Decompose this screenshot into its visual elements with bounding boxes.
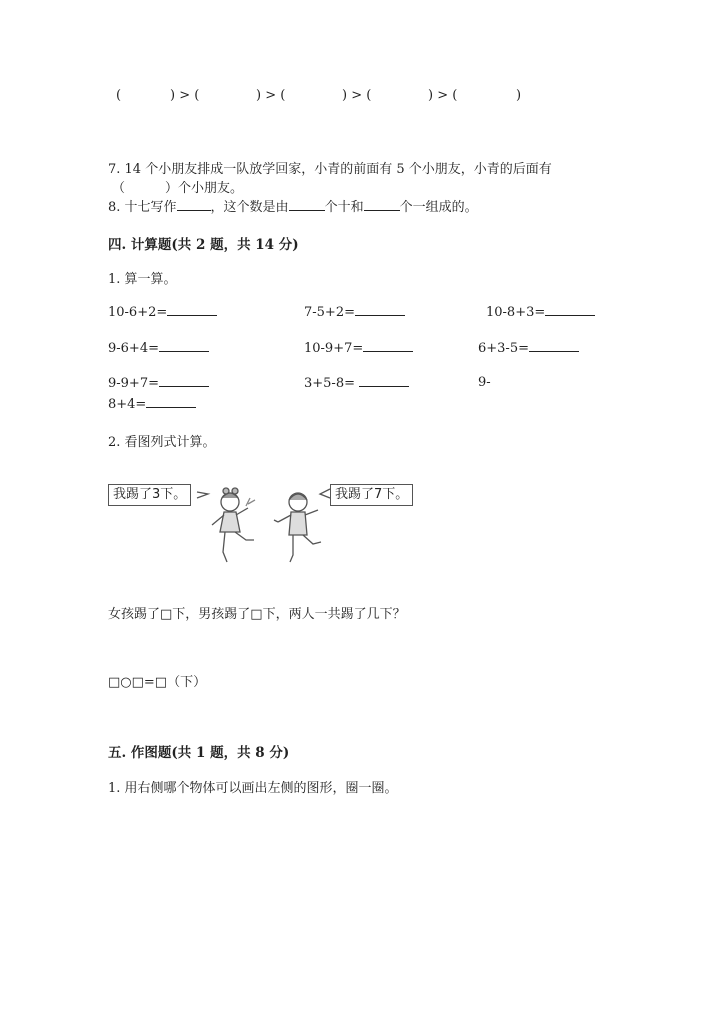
problem-9-part2	[108, 396, 196, 412]
order-paren-5: ) > (	[428, 88, 458, 103]
question-8-blank-2[interactable]	[289, 199, 325, 211]
boy-speech-bubble: 我踢了7下。	[330, 484, 413, 506]
problem-1-answer[interactable]	[167, 304, 217, 316]
section-4-q2-title: 2. 看图列式计算。	[108, 435, 216, 450]
bubble-tail-icon	[197, 489, 330, 498]
question-7-close-text: ）个小朋友。	[165, 181, 244, 196]
problem-8	[304, 375, 409, 391]
problem-7	[108, 375, 209, 391]
section-5-q1-title: 1. 用右侧哪个物体可以画出左侧的图形，圈一圈。	[108, 781, 398, 796]
problem-9-part1: 9-	[478, 375, 491, 390]
problem-7-expr: 9-9+7=	[108, 376, 159, 391]
problem-6-expr: 6+3-5=	[478, 341, 529, 356]
problem-5-answer[interactable]	[363, 340, 413, 352]
question-8	[108, 196, 478, 215]
question-7-line1: 7. 14 个小朋友排成一队放学回家，小青的前面有 5 个小朋友，小青的后面有	[108, 162, 552, 177]
problem-2-answer[interactable]	[355, 304, 405, 316]
problem-7-answer[interactable]	[159, 375, 209, 387]
problem-5	[304, 340, 413, 356]
section-4-title: 四. 计算题(共 2 题，共 14 分)	[108, 237, 299, 253]
question-8-blank-1[interactable]	[177, 199, 211, 211]
question-8-part2: ，这个数是由	[210, 200, 289, 215]
order-paren-2: ) > (	[170, 88, 200, 103]
kids-kicking-illustration	[180, 480, 450, 580]
order-paren-6: )	[516, 88, 522, 103]
question-7-line2	[112, 177, 243, 196]
section-5-title: 五. 作图题(共 1 题，共 8 分)	[108, 745, 290, 761]
problem-6	[478, 340, 579, 356]
problem-5-expr: 10-9+7=	[304, 341, 364, 356]
problem-3-expr: 10-8+3=	[486, 305, 546, 320]
problem-9-expr-cont: 8+4=	[108, 397, 147, 412]
order-paren-4: ) > (	[342, 88, 372, 103]
problem-8-expr: 3+5-8=	[304, 376, 360, 391]
question-8-part3: 个十和	[324, 200, 364, 215]
section-4-q1-title: 1. 算一算。	[108, 272, 177, 287]
girl-figure-icon	[212, 488, 255, 562]
problem-8-answer[interactable]	[359, 375, 409, 387]
problem-2	[304, 304, 405, 320]
problem-4	[108, 340, 209, 356]
problem-1	[108, 304, 217, 320]
section-4-q2-question: 女孩踢了□下，男孩踢了□下，两人一共踢了几下？	[108, 607, 406, 622]
boy-figure-icon	[274, 493, 321, 562]
problem-2-expr: 7-5+2=	[304, 305, 355, 320]
section-4-q2-formula[interactable]: □○□=□（下）	[108, 675, 207, 690]
problem-4-answer[interactable]	[159, 340, 209, 352]
question-7-open-paren: （	[112, 181, 126, 196]
order-paren-3: ) > (	[256, 88, 286, 103]
problem-3-answer[interactable]	[545, 304, 595, 316]
girl-speech-bubble: 我踢了3下。	[108, 484, 191, 506]
problem-6-answer[interactable]	[529, 340, 579, 352]
question-8-part1: 8. 十七写作	[108, 200, 177, 215]
problem-9-answer[interactable]	[146, 396, 196, 408]
problem-3	[486, 304, 595, 320]
question-8-blank-3[interactable]	[364, 199, 400, 211]
order-paren-1: (	[116, 88, 122, 103]
problem-4-expr: 9-6+4=	[108, 341, 159, 356]
problem-1-expr: 10-6+2=	[108, 305, 168, 320]
question-8-part4: 个一组成的。	[399, 200, 478, 215]
